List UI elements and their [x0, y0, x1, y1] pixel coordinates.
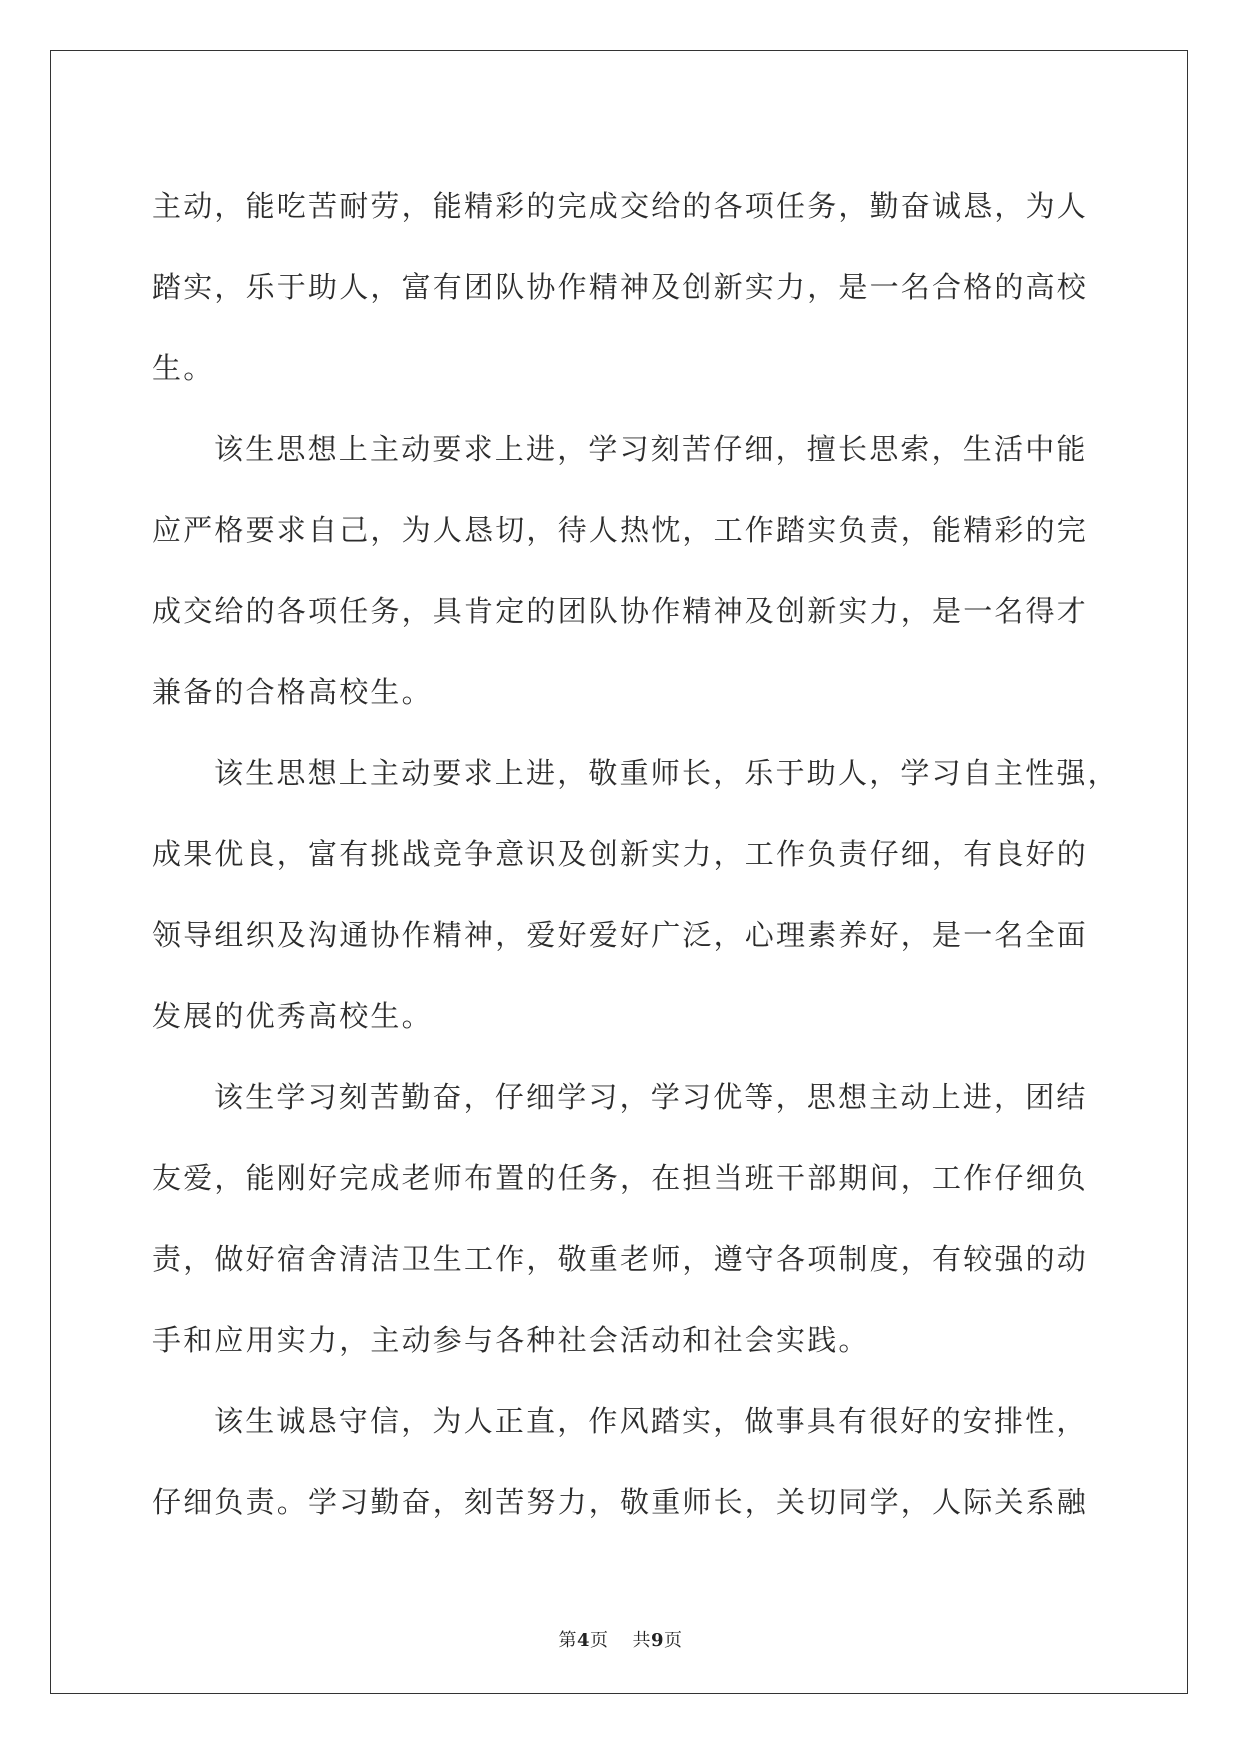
- paragraph-line: 该生诚恳守信，为人正直，作风踏实，做事具有很好的安排性，: [214, 1404, 1088, 1438]
- total-prefix: 共: [632, 1630, 651, 1651]
- paragraph-line: 踏实，乐于助人，富有团队协作精神及创新实力，是一名合格的高校: [152, 270, 1089, 304]
- paragraph-line: 该生思想上主动要求上进，学习刻苦仔细，擅长思索，生活中能: [214, 432, 1088, 466]
- paragraph: [152, 409, 1089, 733]
- page-footer: [0, 1626, 1241, 1652]
- paragraph: [152, 166, 1089, 409]
- paragraph-line: 发展的优秀高校生。: [152, 999, 433, 1033]
- current-page-number: 4: [576, 1630, 590, 1651]
- paragraph-line: 主动，能吃苦耐劳，能精彩的完成交给的各项任务，勤奋诚恳，为人: [152, 189, 1089, 223]
- total-page-count: 9: [651, 1630, 665, 1651]
- paragraph-line: 成交给的各项任务，具肯定的团队协作精神及创新实力，是一名得才: [152, 594, 1089, 628]
- paragraph-line: 友爱，能刚好完成老师布置的任务，在担当班干部期间，工作仔细负: [152, 1161, 1089, 1195]
- paragraph-line: 兼备的合格高校生。: [152, 675, 433, 709]
- page-prefix: 第: [558, 1630, 577, 1651]
- paragraph-line: 该生思想上主动要求上进，敬重师长，乐于助人，学习自主性强，: [214, 756, 1119, 790]
- paragraph-line: 该生学习刻苦勤奋，仔细学习，学习优等，思想主动上进，团结: [214, 1080, 1088, 1114]
- paragraph: [152, 1057, 1089, 1381]
- paragraph-line: 仔细负责。学习勤奋，刻苦努力，敬重师长，关切同学，人际关系融: [152, 1485, 1089, 1519]
- page-suffix: 页: [590, 1630, 609, 1651]
- paragraph: [152, 733, 1119, 1057]
- paragraph-line: 成果优良，富有挑战竞争意识及创新实力，工作负责仔细，有良好的: [152, 837, 1089, 871]
- paragraph-line: 手和应用实力，主动参与各种社会活动和社会实践。: [152, 1323, 870, 1357]
- document-body: [152, 166, 1119, 1543]
- paragraph: [152, 1381, 1089, 1543]
- total-suffix: 页: [664, 1630, 683, 1651]
- paragraph-line: 应严格要求自己，为人恳切，待人热忱，工作踏实负责，能精彩的完: [152, 513, 1089, 547]
- paragraph-line: 领导组织及沟通协作精神，爱好爱好广泛，心理素养好，是一名全面: [152, 918, 1089, 952]
- paragraph-line: 责，做好宿舍清洁卫生工作，敬重老师，遵守各项制度，有较强的动: [152, 1242, 1089, 1276]
- paragraph-line: 生。: [152, 351, 215, 385]
